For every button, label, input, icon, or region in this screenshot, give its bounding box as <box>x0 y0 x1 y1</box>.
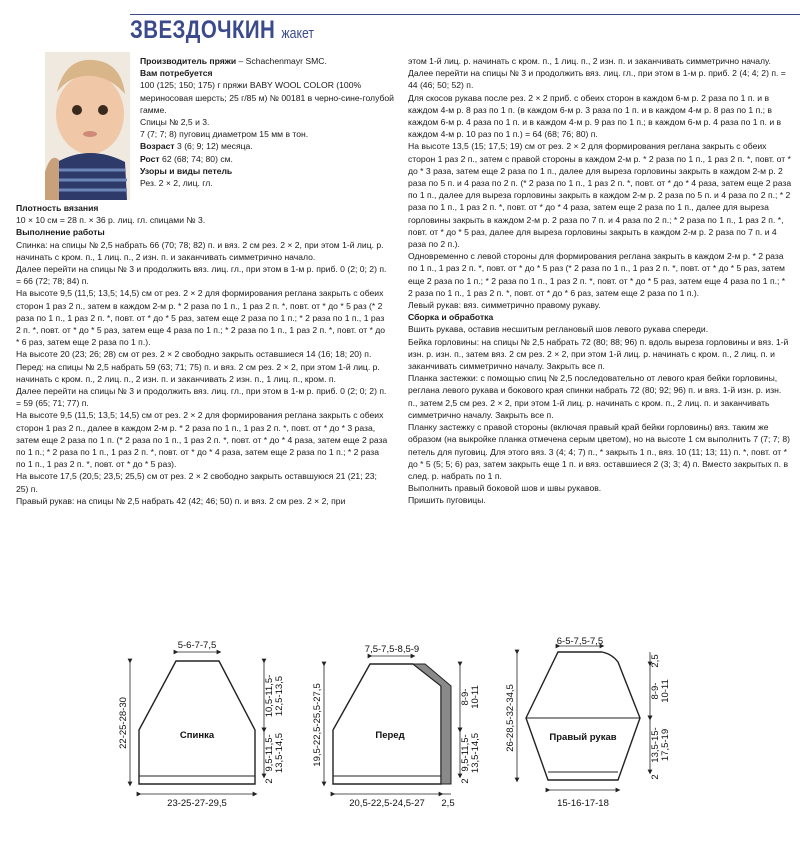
paragraph: Перед: на спицы № 2,5 набрать 59 (63; 71; 75) п. и вяз. 2 см рез. 2 × 2, при этом 1-й лиц. р. начинать с кром. п., 2 лиц. п., 2 изн. п. и заканчивать 2 изн. п., 1 лиц. п., кром. п. <box>16 361 380 384</box>
paragraph: На высоте 20 (23; 26; 28) см от рез. 2 × 2 свободно закрыть оставшиеся 14 (16; 18; 20) п. <box>16 349 372 360</box>
back-height: 22-25-28-30 <box>118 697 129 749</box>
paragraph: Планку застежку с правой стороны (включая правый край бейки горловины) вяз. таким же образом (на выкройке планка отмечена серым цветом), но на высоте 1 см выполнить 7 (7; 7; 8) петель для пуговиц. Для этого вяз. 3 (4; 4; 7) п., * закрыть 1 п., вяз. 10 (11; 13; 11) п. *, повт. от * до * 5 (5; 5; 6) раз, затем закрыть еще 1 п. и вяз. оставшиеся 2 (3; 3; 4) п. Вместо закрытых п. в след. р. набрать по 1 п. <box>408 422 790 481</box>
header-rule <box>130 14 800 15</box>
back-diagram <box>118 640 285 809</box>
paragraph: Планка застежки: с помощью спиц № 2,5 последовательно от левого края бейки горловины, реглана левого рукава и бокового края спинки набрать 72 (80; 92; 96) п. и вяз. 1-й изн. р. изн. п., затем 2,5 см рез. 2 × 2, при этом 1-й лиц. р. начинать с кром. п., 2 лиц. п. и заканчивать симметрично началу. Закрыть все п. <box>408 373 782 420</box>
paragraph: Одновременно с левой стороны для формирования реглана закрыть в каждом 2-м р. * 2 раза по 1 п., 1 раз 2 п. *, повт. от * до * 5 раз (* 2 раза по 1 п., 1 раз 2 п. *, повт. от * до * 5 раз, затем еще 2 раза по 1 п.; * 2 раза по 1 п., 1 раз 2 п. *, повт. от * до * 5 раз, затем еще 4 раза по 1 п.; * 2 раза по 1 п., 1 раз 2 п. *, повт. от * до * 6 раз, затем еще 2 раза по 1 п.). <box>408 251 786 298</box>
section-heading: Сборка и обработка <box>408 312 494 323</box>
back-side-1: 9,5-11,5- <box>264 734 275 772</box>
intro-line: Производитель пряжи – Schachenmayr SMC. <box>140 56 327 66</box>
paragraph: На высоте 17,5 (20,5; 23,5; 25,5) см от рез. 2 × 2 свободно закрыть оставшуюся 21 (21; 23; 25) п. <box>16 471 377 494</box>
paragraph: Далее перейти на спицы № 3 и продолжить вяз. лиц. гл., при этом в 1-м р. приб. 0 (2; 0; 2) п. = 59 (65; 71; 77) п. <box>16 386 387 409</box>
sleeve-bottom-width: 15-16-17-18 <box>557 798 609 809</box>
intro-line: Спицы № 2,5 и 3. <box>140 117 210 128</box>
sleeve-rib: 2 <box>650 774 661 780</box>
sleeve-neck-2: 10-11 <box>660 679 671 703</box>
back-side-2: 13,5-14,5 <box>274 732 285 774</box>
intro-line: 7 (7; 7; 8) пуговиц диаметром 15 мм в тон. <box>140 129 309 140</box>
paragraph: Левый рукав: вяз. симметрично правому рукаву. <box>408 300 601 311</box>
paragraph: На высоте 9,5 (11,5; 13,5; 14,5) см от рез. 2 × 2 для формирования реглана закрыть с обеих сторон 1 раз 2 п., далее в каждом 2-м р. * 2 раза по 1 п., 1 раз 2 п. *, повт. от * до * 3 раза, затем еще 2 раза по 1 п. (* 2 раза по 1 п., 1 раз 2 п. *, повт. от * до * 4 раза, затем еще 2 раза по 1 п.; * 2 раза по 1 п., 1 раз 2 п. *, повт. от * до * 4 раза, затем еще 2 раза по 1 п.; * 2 раза по 1 п., 1 раз 2 п. *, повт. от * до * 5 раз). <box>16 410 388 470</box>
sleeve-height: 26-28,5-32-34,5 <box>505 684 516 752</box>
intro-line: 100 (125; 150; 175) г пряжи BABY WOOL COLOR (100% мериносовая шерсть; 25 г/85 м) № 00181 в черно-сине-голубой гамме. <box>140 80 394 115</box>
back-raglan-2: 12,5-13,5 <box>274 675 285 717</box>
front-top-width: 7,5-7,5-8,5-9 <box>364 644 420 655</box>
front-placket-width: 2,5 <box>441 798 455 809</box>
sleeve-top-right: 2,5 <box>650 654 661 668</box>
paragraph: Далее перейти на спицы № 3 и продолжить вяз. лиц. гл., при этом в 1-м р. приб. 0 (2; 0; 2) п. = 66 (72; 78; 84) п. <box>16 264 387 287</box>
pattern-diagrams <box>0 628 800 847</box>
paragraph: Бейка горловины: на спицы № 2,5 набрать 72 (80; 88; 96) п. вдоль выреза горловины и вяз. 1-й изн. р. изн. п., затем вяз. 2 см рез. 2 × 2, при этом 1-й лиц. р. начинать с кром. п., 2 лиц. п. и заканчивать симметрично началу. Закрыть все п. <box>408 336 789 372</box>
sleeve-side-2: 17,5-19 <box>660 728 671 762</box>
paragraph: Пришить пуговицы. <box>408 495 486 506</box>
front-side-2: 13,5-14,5 <box>470 732 481 774</box>
front-bottom-width: 20,5-22,5-24,5-27 <box>349 798 425 809</box>
paragraph: этом 1-й лиц. р. начинать с кром. п., 1 лиц. п., 2 изн. п. и заканчивать симметрично началу. <box>408 56 771 66</box>
intro-line: Возраст 3 (6; 9; 12) месяца. <box>140 141 253 152</box>
sleeve-diagram <box>505 636 671 809</box>
front-neck-1: 8-9- <box>460 688 471 706</box>
section-heading: Плотность вязания <box>16 203 99 213</box>
front-label: Перед <box>375 730 405 741</box>
paragraph: Для скосов рукава после рез. 2 × 2 приб. с обеих сторон в каждом 6-м р. 2 раза по 1 п. и в каждом 4-м р. 8 раз по 1 п. (в каждом 6-м р. 3 раза по 1 п. и в каждом 4-м р. 8 раз по 1 п.; в каждом 6-м р. 4 раза по 1 п. и в каждом 4-м р. 9 раз по 1 п.; в каждом 6-м р. 4 раза по 1 п. и в каждом 4-м р. 10 раз по 1 п.) = 64 (68; 76; 80) п. <box>408 92 782 140</box>
paragraph: Правый рукав: на спицы № 2,5 набрать 42 (42; 46; 50) п. и вяз. 2 см рез. 2 × 2, при <box>16 495 346 506</box>
back-bottom-width: 23-25-27-29,5 <box>167 798 227 809</box>
instructions-right-column <box>408 55 792 507</box>
paragraph: Выполнить правый боковой шов и швы рукавов. <box>408 483 602 494</box>
materials-section <box>140 55 395 189</box>
instructions-left-column <box>16 202 388 507</box>
intro-line: Вам потребуется <box>140 68 213 79</box>
back-rib: 2 <box>264 778 275 784</box>
back-raglan-1: 10,5-11,5- <box>264 674 275 718</box>
baby-photo <box>45 52 130 200</box>
sleeve-top-width: 6-5-7,5-7,5 <box>556 636 604 647</box>
front-height: 19,5-22,5-25,5-27,5 <box>312 683 323 767</box>
paragraph: На высоте 13,5 (15; 17,5; 19) см от рез. 2 × 2 для формирования реглана закрыть с обеих сторон 1 раз 2 п., затем с правой стороны в каждом 2-м р. * 2 раза по 1 п., 1 раз 2 п. *, повт. от * до * 3 раза, затем еще 2 раза по 1 п., далее для выреза горловины закрыть в каждом 2-м р. 2 раза по 5 п. и 4 раза по 2 п. (* 2 раза по 1 п., 1 раз 2 п. *, повт. от * до * 4 раза, затем еще 2 раза по 1 п., далее для выреза горловины закрыть в каждом 2-м р. 2 раза по 5 п. и 4 раза по 2 п.; * 2 раза по 1 п., 1 раз 2 п. *, повт. от * до * 4 раза, затем еще 2 раза по 1 п., далее для выреза горловины закрыть в каждом 2-м р. 2 раза по 7 п. и 4 раза по 2 п.; * 2 раза по 1 п., 1 раз 2 п. *, повт. от * до * 5 раз, далее для выреза горловины закрыть в каждом 2-м р. 2 раза по 7 п. и 4 раза по 2 п.). <box>408 141 792 250</box>
title-text: ЗВЕЗДОЧКИН <box>130 16 276 44</box>
front-diagram <box>312 644 481 809</box>
title-subtitle: жакет <box>281 25 315 42</box>
intro-line: Рост 62 (68; 74; 80) см. <box>140 153 233 164</box>
back-label: Спинка <box>179 730 215 741</box>
paragraph: Вшить рукава, оставив несшитым реглановый шов левого рукава спереди. <box>408 324 709 335</box>
front-neck-2: 10-11 <box>470 685 481 709</box>
paragraph: На высоте 9,5 (11,5; 13,5; 14,5) см от рез. 2 × 2 для формирования реглана закрыть с обеих сторон 1 раз 2 п., затем в каждом 2-м р. * 2 раза по 1 п., 1 раз 2 п. *, повт. от * до * 5 раз (* 2 раза по 1 п., 1 раз 2 п. *, повт. от * до * 5 раз, затем еще 2 раза по 1 п.; * 2 раза по 1 п., 1 раз 2 п. *, повт. от * до * 5 раз, затем еще 4 раза по 1 п.; * 2 раза по 1 п., 1 раз 2 п. *, повт. от * до * 6 раз, затем еще 2 раза по 1 п.). <box>16 288 386 348</box>
paragraph: Спинка: на спицы № 2,5 набрать 66 (70; 78; 82) п. и вяз. 2 см рез. 2 × 2, при этом 1-й лиц. р. начинать с кром. п., 1 лиц. п., 2 изн. п. и заканчивать симметрично начало. <box>16 239 384 262</box>
front-rib: 2 <box>460 778 471 784</box>
page-title <box>130 16 314 45</box>
back-top-width: 5-6-7-7,5 <box>177 640 217 651</box>
sleeve-label: Правый рукав <box>549 732 617 743</box>
sleeve-side-1: 13,5-15- <box>650 727 661 763</box>
section-heading: Выполнение работы <box>16 227 105 238</box>
intro-line: Рез. 2 × 2, лиц. гл. <box>140 178 213 189</box>
intro-line: Узоры и виды петель <box>140 165 233 176</box>
sleeve-neck-1: 8-9- <box>650 682 661 700</box>
paragraph: Далее перейти на спицы № 3 и продолжить вяз. лиц. гл., при этом в 1-м р. приб. 2 (4; 4; 2) п. = 44 (46; 50; 52) п. <box>408 68 786 91</box>
paragraph: 10 × 10 см = 28 п. × 36 р. лиц. гл. спицами № 3. <box>16 215 206 226</box>
front-side-1: 9,5-11,5- <box>460 734 471 772</box>
